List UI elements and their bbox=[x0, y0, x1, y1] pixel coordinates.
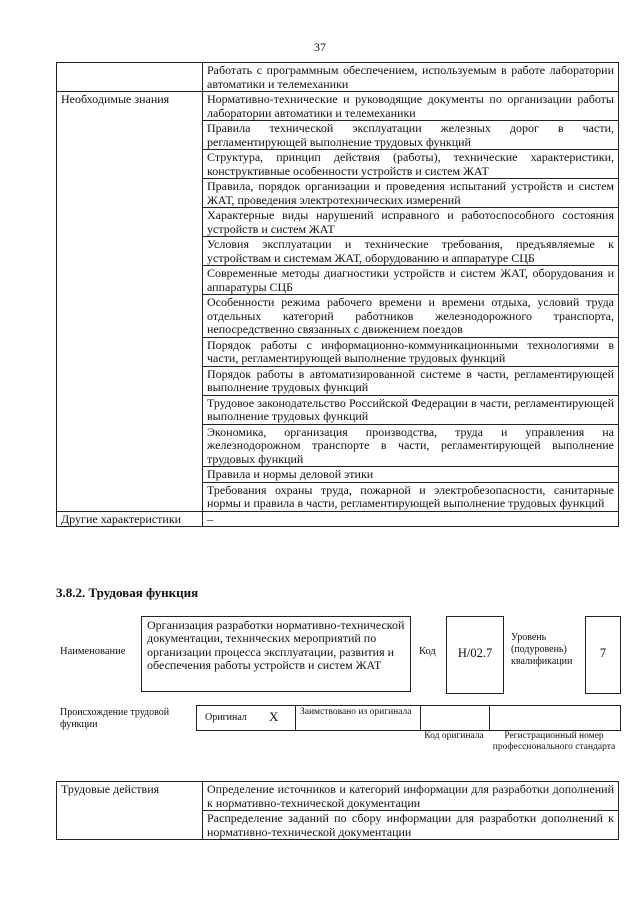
knowledge-item: Особенности режима рабочего времени и времени отдыха, условий труда отдельных категорий работников железнодорожного транспорта, непосредственно связанных с движением поездов bbox=[203, 295, 619, 338]
table-row bbox=[57, 782, 619, 811]
knowledge-item: Правила и нормы деловой этики bbox=[203, 467, 619, 483]
knowledge-table bbox=[56, 62, 619, 527]
function-name: Организация разработки нормативно-технической документации, технических мероприятий по организации процесса эксплуатации, развития и обеспечения работы устройств и систем ЖАТ bbox=[141, 616, 411, 692]
knowledge-item: Характерные виды нарушений исправного и работоспособного состояния устройств и систем ЖАТ bbox=[203, 208, 619, 237]
origin-label: Происхождение трудовой функции bbox=[60, 707, 170, 730]
name-label: Наименование bbox=[60, 646, 126, 657]
knowledge-item: Правила, порядок организации и проведения испытаний устройств и систем ЖАТ, проведения электротехнических измерений bbox=[203, 179, 619, 208]
level-box bbox=[585, 616, 621, 694]
knowledge-item: Структура, принцип действия (работы), технические характеристики, конструктивные особенности устройств и систем ЖАТ bbox=[203, 150, 619, 179]
empty-label-cell bbox=[57, 63, 203, 92]
knowledge-item: Нормативно-технические и руководящие документы по организации работы лаборатории автоматики и телемеханики bbox=[203, 92, 619, 121]
borrowed-label: Заимствовано из оригинала bbox=[300, 707, 412, 717]
code-original-label: Код оригинала bbox=[424, 731, 484, 741]
reg-number-label: Регистрационный номер профессионального стандарта bbox=[492, 731, 616, 752]
table-row bbox=[57, 92, 619, 121]
knowledge-item: Современные методы диагностики устройств и систем ЖАТ, оборудования и аппаратуры СЦБ bbox=[203, 266, 619, 295]
borrowed-box bbox=[295, 705, 421, 731]
actions-label: Трудовые действия bbox=[57, 782, 203, 840]
table-row bbox=[57, 63, 619, 92]
action-item: Определение источников и категорий информации для разработки дополнений к нормативно-технической документации bbox=[203, 782, 619, 811]
original-box bbox=[196, 705, 296, 731]
reg-number-box bbox=[489, 705, 621, 731]
original-label: Оригинал bbox=[205, 712, 247, 723]
original-mark: X bbox=[269, 709, 279, 724]
knowledge-item: Требования охраны труда, пожарной и электробезопасности, санитарные нормы и правила в части, регламентирующей выполнение трудовых функций bbox=[203, 482, 619, 511]
section-title: 3.8.2. Трудовая функция bbox=[56, 585, 199, 600]
knowledge-label: Необходимые знания bbox=[57, 92, 203, 512]
other-value: – bbox=[203, 511, 619, 527]
knowledge-item: Правила технической эксплуатации железных дорог в части, регламентирующей выполнение трудовых функций bbox=[203, 121, 619, 150]
code-value: H/02.7 bbox=[457, 646, 493, 660]
actions-table bbox=[56, 781, 619, 840]
skill-cell: Работать с программным обеспечением, используемым в работе лаборатории автоматики и телемеханики bbox=[203, 63, 619, 92]
knowledge-item: Порядок работы с информационно-коммуникационными технологиями в части, регламентирующей выполнение трудовых функций bbox=[203, 337, 619, 366]
code-original-box bbox=[420, 705, 490, 731]
level-label: Уровень (подуровень) квалификации bbox=[511, 632, 573, 667]
action-item: Распределение заданий по сбору информации для разработки дополнений к нормативно-технической документации bbox=[203, 811, 619, 840]
knowledge-item: Условия эксплуатации и технические требования, предъявляемые к устройствам и системам ЖАТ, оборудованию и аппаратуре СЦБ bbox=[203, 237, 619, 266]
knowledge-item: Трудовое законодательство Российской Федерации в части, регламентирующей выполнение трудовых функций bbox=[203, 395, 619, 424]
code-label: Код bbox=[419, 646, 436, 657]
other-label: Другие характеристики bbox=[57, 511, 203, 527]
page-number: 37 bbox=[314, 40, 326, 54]
knowledge-item: Порядок работы в автоматизированной системе в части, регламентирующей выполнение трудовых функций bbox=[203, 366, 619, 395]
level-value: 7 bbox=[599, 646, 607, 660]
knowledge-item: Экономика, организация производства, труда и управления на железнодорожном транспорте в части, регламентирующей выполнение трудовых функций bbox=[203, 424, 619, 467]
code-box bbox=[446, 616, 504, 694]
table-row bbox=[57, 511, 619, 527]
